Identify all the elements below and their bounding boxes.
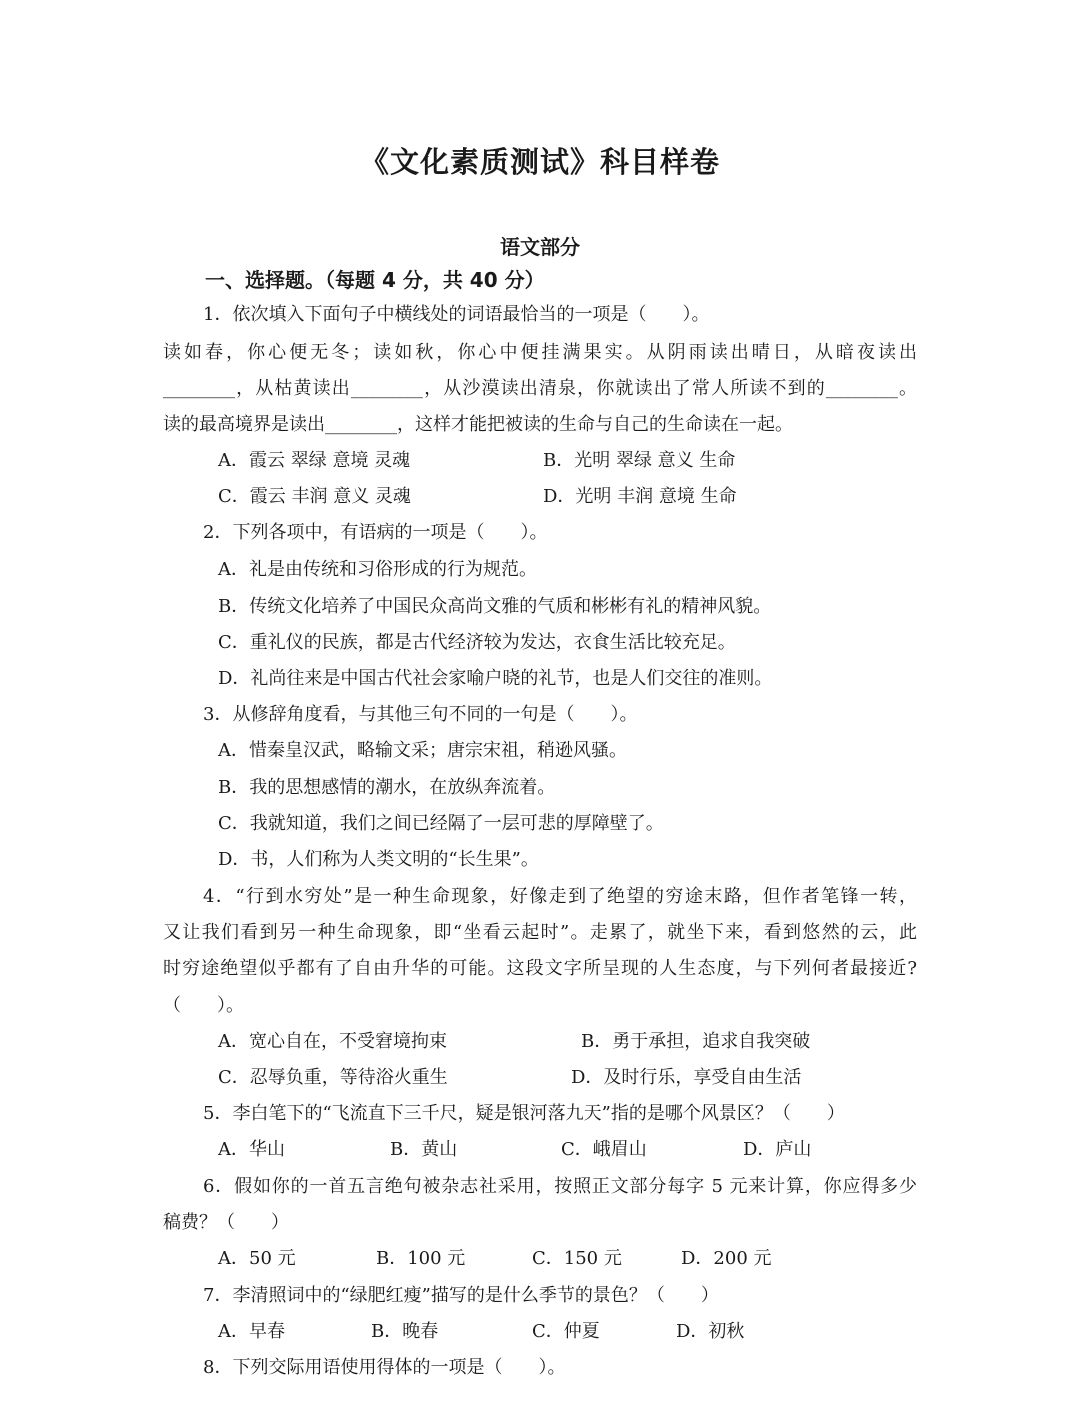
q6-stem-line1: 6．假如你的一首五言绝句被杂志社采用，按照正文部分每字 5 元来计算，你应得多少 xyxy=(203,1176,917,1197)
q2-stem: 2．下列各项中，有语病的一项是（ ）。 xyxy=(203,522,548,543)
q5-option-d: D．庐山 xyxy=(743,1139,812,1160)
q4-stem-line2: 又让我们看到另一种生命现象，即“坐看云起时”。走累了，就坐下来，看到悠然的云，此 xyxy=(163,922,917,943)
q4-option-c: C．忍辱负重，等待浴火重生 xyxy=(218,1067,448,1088)
q2-option-d: D．礼尚往来是中国古代社会家喻户晓的礼节，也是人们交往的准则。 xyxy=(218,668,773,689)
q6-option-c: C．150 元 xyxy=(532,1248,622,1269)
q7-option-b: B．晚春 xyxy=(371,1321,439,1342)
q7-option-a: A．早春 xyxy=(218,1321,285,1342)
q2-option-c: C．重礼仪的民族，都是古代经济较为发达，衣食生活比较充足。 xyxy=(218,632,736,653)
q2-option-a: A．礼是由传统和习俗形成的行为规范。 xyxy=(218,559,537,580)
q6-option-d: D．200 元 xyxy=(681,1248,772,1269)
q1-option-b: B．光明 翠绿 意义 生命 xyxy=(543,450,736,471)
q3-option-a: A．惜秦皇汉武，略输文采；唐宗宋祖，稍逊风骚。 xyxy=(218,740,627,761)
q7-stem: 7．李清照词中的“绿肥红瘦”描写的是什么季节的景色？（ ） xyxy=(203,1285,719,1306)
q6-option-a: A．50 元 xyxy=(218,1248,296,1269)
q3-option-d: D．书，人们称为人类文明的“长生果”。 xyxy=(218,849,539,870)
q5-stem: 5．李白笔下的“飞流直下三千尺，疑是银河落九天”指的是哪个风景区？（ ） xyxy=(203,1103,845,1124)
q1-passage-line2: ________，从枯黄读出________，从沙漠读出清泉，你就读出了常人所读不到的________。 xyxy=(163,378,917,399)
q6-option-b: B．100 元 xyxy=(376,1248,466,1269)
q4-stem-line3: 时穷途绝望似乎都有了自由升华的可能。这段文字所呈现的人生态度，与下列何者最接近? xyxy=(163,958,917,979)
q4-stem-line4: （ ）。 xyxy=(163,995,244,1016)
q3-stem: 3．从修辞角度看，与其他三句不同的一句是（ ）。 xyxy=(203,704,638,725)
q1-stem: 1．依次填入下面句子中横线处的词语最恰当的一项是（ ）。 xyxy=(203,304,710,325)
q1-option-a: A．霞云 翠绿 意境 灵魂 xyxy=(218,450,411,471)
q5-option-b: B．黄山 xyxy=(390,1139,458,1160)
q8-stem: 8．下列交际用语使用得体的一项是（ ）。 xyxy=(203,1357,566,1378)
section-title: 语文部分 xyxy=(500,235,580,259)
question-group-heading: 一、选择题。（每题 4 分，共 40 分） xyxy=(205,268,545,292)
q4-stem-line1: 4．“行到水穷处”是一种生命现象，好像走到了绝望的穷途末路，但作者笔锋一转， xyxy=(203,886,917,907)
q7-option-d: D．初秋 xyxy=(676,1321,745,1342)
q1-passage-line1: 读如春，你心便无冬；读如秋，你心中便挂满果实。从阴雨读出晴日，从暗夜读出 xyxy=(163,342,917,363)
q7-option-c: C．仲夏 xyxy=(532,1321,600,1342)
q3-option-b: B．我的思想感情的潮水，在放纵奔流着。 xyxy=(218,777,556,798)
exam-title: 《文化素质测试》科目样卷 xyxy=(359,145,720,179)
q1-option-c: C．霞云 丰润 意义 灵魂 xyxy=(218,486,411,507)
q4-option-d: D．及时行乐，享受自由生活 xyxy=(571,1067,802,1088)
q3-option-c: C．我就知道，我们之间已经隔了一层可悲的厚障壁了。 xyxy=(218,813,664,834)
q6-stem-line2: 稿费？（ ） xyxy=(163,1212,289,1233)
q2-option-b: B．传统文化培养了中国民众高尚文雅的气质和彬彬有礼的精神风貌。 xyxy=(218,596,772,617)
q1-option-d: D．光明 丰润 意境 生命 xyxy=(543,486,737,507)
q5-option-a: A．华山 xyxy=(218,1139,285,1160)
q5-option-c: C．峨眉山 xyxy=(561,1139,647,1160)
q4-option-a: A．宽心自在，不受窘境拘束 xyxy=(218,1031,447,1052)
q1-passage-line3: 读的最高境界是读出________，这样才能把被读的生命与自己的生命读在一起。 xyxy=(163,414,793,435)
q4-option-b: B．勇于承担，追求自我突破 xyxy=(581,1031,811,1052)
